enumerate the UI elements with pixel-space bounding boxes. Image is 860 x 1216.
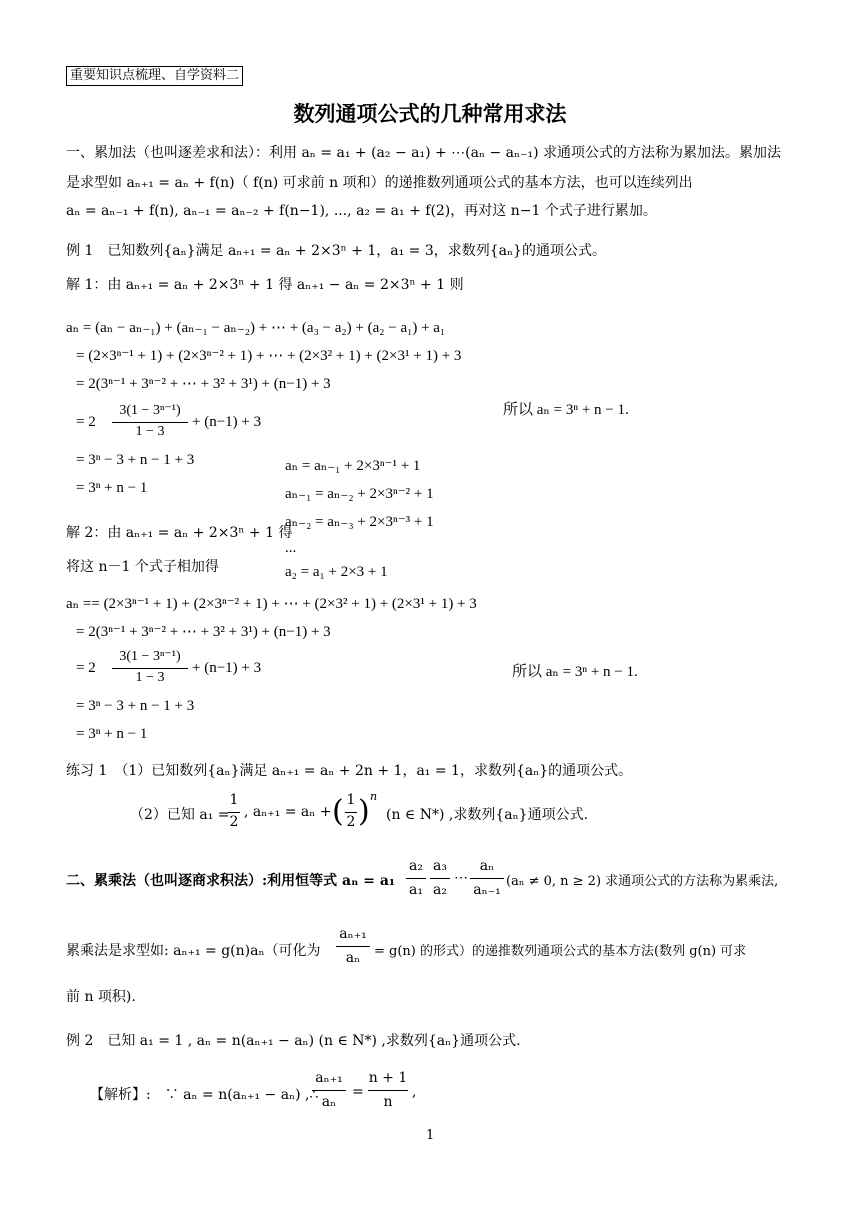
page-title: 数列通项公式的几种常用求法 [293,101,567,126]
ex1-sol1-line-1: = (2×3ⁿ⁻¹ + 1) + (2×3ⁿ⁻² + 1) + ⋯ + (2×3² + 1) + (2×3¹ + 1) + 3 [76,348,462,364]
ex1-sol2-line-1: = 2(3ⁿ⁻¹ + 3ⁿ⁻² + ⋯ + 3² + 3¹) + (n−1) + 3 [76,624,331,640]
ex1-side-0: aₙ = aₙ₋₁ + 2×3ⁿ⁻¹ + 1 [285,458,421,474]
ex1-sol2-head: 解 2：由 aₙ₊₁ = aₙ + 2×3ⁿ + 1 得 [66,525,293,541]
ex2-analysis: 【解析】: ∵ aₙ = n(aₙ₊₁ − aₙ) ,∴ aₙ₊₁ aₙ = n + 1 n , [90,1070,417,1110]
sec1-line1: 一、累加法（也叫逐差求和法）：利用 aₙ = a₁ + (a₂ − a₁) + ⋯(aₙ − aₙ₋₁) 求通项公式的方法称为累加法。累加法 [66,145,781,161]
ex1-sol2-line-4: = 3ⁿ + n − 1 [76,726,148,742]
doc-tag: 重要知识点梳理、自学资料二 [66,66,243,86]
frac-num: 3(1 − 3ⁿ⁻¹) [119,403,181,418]
sec2-line3: 前 n 项积). [66,989,136,1005]
ex1-sol1-line-4: = 3ⁿ − 3 + n − 1 + 3 [76,452,195,468]
ex1-sol2-head2: 将这 n－1 个式子相加得 [66,559,219,575]
ex1-side-1: aₙ₋₁ = aₙ₋₂ + 2×3ⁿ⁻² + 1 [285,486,434,502]
practice1-p1: 练习 1 （1）已知数列{aₙ}满足 aₙ₊₁ = aₙ + 2n + 1，a₁ = 1，求数列{aₙ}的通项公式。 [66,763,633,779]
ex1-result: 所以 aₙ = 3ⁿ + n − 1. [503,402,629,418]
ex1-result2: 所以 aₙ = 3ⁿ + n − 1. [512,664,638,680]
ex1-statement: 例 1 已知数列{aₙ}满足 aₙ₊₁ = aₙ + 2×3ⁿ + 1，a₁ = 3，求数列{aₙ}的通项公式。 [66,243,606,259]
ex2-statement: 例 2 已知 a₁ = 1 , aₙ = n(aₙ₊₁ − aₙ) (n ∈ N*) ,求数列{aₙ}通项公式. [66,1033,521,1049]
sec1-line2: 是求型如 aₙ₊₁ = aₙ + f(n)（ f(n) 可求前 n 项和）的递推数列通项公式的基本方法，也可以连续列出 [66,175,693,191]
ex1-sol2-line-3: = 3ⁿ − 3 + n − 1 + 3 [76,698,195,714]
frac-bar [112,668,188,669]
ex1-sol1-line-5: = 3ⁿ + n − 1 [76,480,148,496]
sec1-line3: aₙ = aₙ₋₁ + f(n), aₙ₋₁ = aₙ₋₂ + f(n−1), ..., a₂ = a₁ + f(2)，再对这 n−1 个式子进行累加。 [66,203,657,219]
ex1-sol1-line-2: = 2(3ⁿ⁻¹ + 3ⁿ⁻² + ⋯ + 3² + 3¹) + (n−1) + 3 [76,376,331,392]
ex1-side-3: ... [285,540,297,556]
frac-bar [112,422,188,423]
ex1-sol1-line-0: aₙ = (aₙ − aₙ₋₁) + (aₙ₋₁ − aₙ₋₂) + ⋯ + (a₃ − a₂) + (a₂ − a₁) + a₁ [66,320,446,336]
sec2-line2: 累乘法是求型如: aₙ₊₁ = g(n)aₙ（可化为 aₙ₊₁ aₙ = g(n) 的形式）的递推数列通项公式的基本方法(数列 g(n) 可求 [66,926,747,966]
sec2-line1: 二、累乘法（也叫逐商求积法）:利用恒等式 aₙ = a₁ a₂ a₁ a₃ a₂ ⋯ aₙ aₙ₋₁ (aₙ ≠ 0, n ≥ 2) 求通项公式的方法称为累乘法, [66,858,779,898]
page-number: 1 [426,1128,435,1143]
ex1-side-4: a₂ = a₁ + 2×3 + 1 [285,564,388,580]
ex1-sol1-head: 解 1：由 aₙ₊₁ = aₙ + 2×3ⁿ + 1 得 aₙ₊₁ − aₙ = 2×3ⁿ + 1 则 [66,277,464,293]
practice1-p2: （2）已知 a₁ = 1 2 , aₙ₊₁ = aₙ + ( 1 2 ) n (n ∈ N*) ,求数列{aₙ}通项公式. [130,790,589,830]
ex1-side-2: aₙ₋₂ = aₙ₋₃ + 2×3ⁿ⁻³ + 1 [285,514,434,530]
frac-den: 1 − 3 [135,670,165,685]
ex1-sol2-line-0: aₙ == (2×3ⁿ⁻¹ + 1) + (2×3ⁿ⁻² + 1) + ⋯ + (2×3² + 1) + (2×3¹ + 1) + 3 [66,596,477,612]
frac-num: 3(1 − 3ⁿ⁻¹) [119,649,181,664]
frac-den: 1 − 3 [135,424,165,439]
